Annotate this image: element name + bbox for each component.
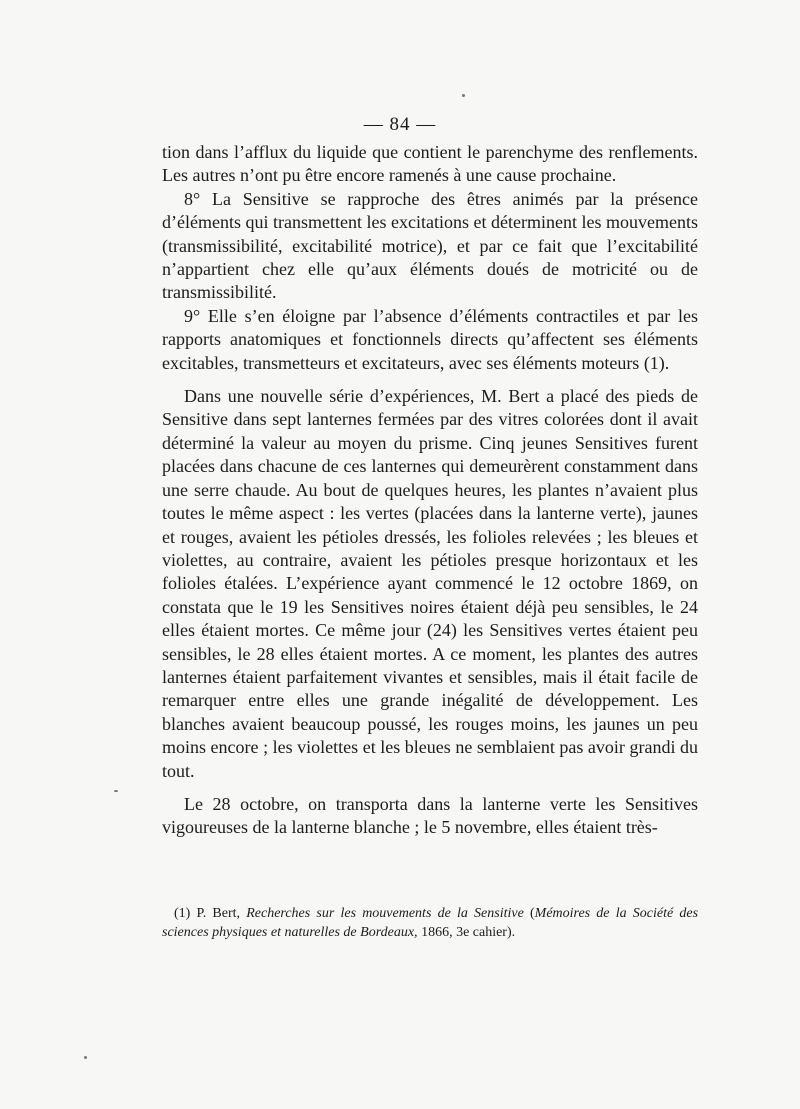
footnote-details: 1866, 3e cahier). bbox=[421, 925, 516, 940]
footnote-source: Mémoires de la Société des sciences physiques et naturelles de Bordeaux, bbox=[162, 906, 699, 940]
footnote-open-paren: ( bbox=[529, 906, 535, 921]
footnote-title: Recherches sur les mouvements de la Sensitive bbox=[246, 906, 524, 921]
footnote-marker: (1) bbox=[174, 906, 191, 921]
paragraph-october-28: Le 28 octobre, on transporta dans la lanterne verte les Sensitives vigoureuses de la lanterne blanche ; le 5 novembre, elles étaient très- bbox=[162, 793, 698, 838]
footnote bbox=[162, 904, 698, 942]
paper-speck bbox=[462, 94, 465, 97]
body-text bbox=[162, 141, 698, 840]
paragraph-continuation: tion dans l’afflux du liquide que contient le parenchyme des renflements. Les autres n’ont pu être encore ramenés à une cause prochaine. bbox=[162, 142, 698, 186]
paper-speck bbox=[114, 790, 118, 792]
page-number: — 84 — bbox=[363, 114, 437, 135]
footnote-author: P. Bert, bbox=[196, 906, 241, 921]
paragraph-experiments: Dans une nouvelle série d’expériences, M. Bert a placé des pieds de Sensitive dans sept lanternes fermées par des vitres colorées dont il avait déterminé la valeur au moyen du prisme. Cinq jeunes Sensitives furent placées dans chacune de ces lanternes qui demeurèrent constamment dans une serre chaude. Au bout de quelques heures, les plantes n’avaient plus toutes le même aspect : les vertes (placées dans la lanterne verte), jaunes et rouges, avaient les pétioles dressés, les folioles relevées ; les bleues et violettes, au contraire, avaient les pétioles presque horizontaux et les folioles étalées. L’expérience ayant commencé le 12 octobre 1869, on constata que le 19 les Sensitives noires étaient déjà peu sensibles, le 24 elles étaient mortes. Ce même jour (24) les Sensitives vertes étaient peu sensibles, le 28 elles étaient mortes. A ce moment, les plantes des autres lanternes étaient parfaitement vivantes et sensibles, mais il était facile de remarquer entre elles une grande inégalité de développement. Les blanches avaient beaucoup poussé, les rouges moins, les jaunes un peu moins encore ; les violettes et les bleues ne semblaient pas avoir grandi du tout. bbox=[162, 386, 698, 781]
paragraph-item-8: 8° La Sensitive se rapproche des êtres animés par la présence d’éléments qui transmettent les excitations et déterminent les mouvements (transmissibilité, excitabilité motrice), et par ce fait que l’excitabilité n’appartient chez elle qu’aux éléments doués de motricité ou de transmissibilité. bbox=[162, 188, 698, 303]
paper-speck bbox=[84, 1056, 87, 1059]
paragraph-item-9: 9° Elle s’en éloigne par l’absence d’éléments contractiles et par les rapports anatomiques et fonctionnels directs qu’affectent ses éléments excitables, transmetteurs et excitateurs, avec ses éléments moteurs (1). bbox=[162, 305, 698, 373]
